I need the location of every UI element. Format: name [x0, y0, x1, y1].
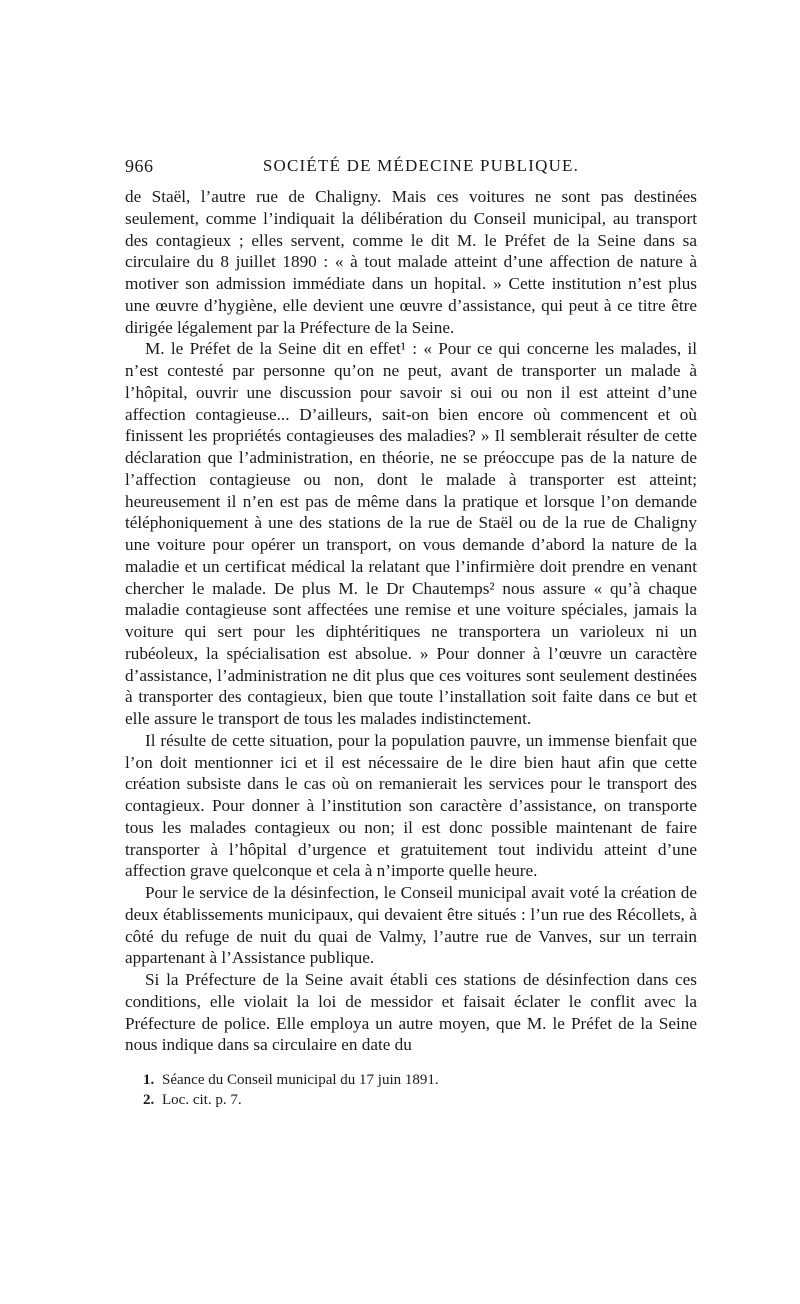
- paragraph: Il résulte de cette situation, pour la population pauvre, un immense bienfait que l’on doit mentionner ici et il est nécessaire de le dire bien haut afin que cette création subsiste dans le cas où on remanierait les services pour le transport des contagieux. Pour donner à l’institution son caractère d’assistance, on transporte tous les malades contagieux ou non; il est donc possible maintenant de faire transporter à l’hôpital d’urgence et gratuitement tout individu atteint d’une affection grave quelconque et cela à n’importe quelle heure.: [125, 730, 697, 881]
- paragraph: Pour le service de la désinfection, le Conseil municipal avait voté la création de deux établissements municipaux, qui devaient être situés : l’un rue des Récollets, à côté du refuge de nuit du quai de Valmy, l’autre rue de Vanves, sur un terrain appartenant à l’Assistance publique.: [125, 883, 697, 968]
- document-page: [125, 156, 697, 1110]
- paragraph: Si la Préfecture de la Seine avait établi ces stations de désinfection dans ces conditions, elle violait la loi de messidor et faisait éclater le conflit avec la Préfecture de police. Elle employa un autre moyen, que M. le Préfet de la Seine nous indique dans sa circulaire en date du: [125, 970, 697, 1055]
- footnote-text: Loc. cit. p. 7.: [162, 1092, 242, 1108]
- footnote: [143, 1090, 697, 1110]
- running-head: SOCIÉTÉ DE MÉDECINE PUBLIQUE.: [262, 156, 580, 175]
- footnote-text: Séance du Conseil municipal du 17 juin 1891.: [162, 1072, 439, 1088]
- footnote: [143, 1070, 697, 1090]
- footnote-number: 1.: [143, 1072, 155, 1088]
- footnotes: [125, 1070, 697, 1110]
- page-header: [125, 156, 697, 182]
- body-text: [125, 186, 697, 1056]
- footnote-number: 2.: [143, 1092, 155, 1108]
- paragraph: M. le Préfet de la Seine dit en effet¹ : « Pour ce qui concerne les malades, il n’est contesté par personne qu’on ne peut, avant de transporter un malade à l’hôpital, ouvrir une discussion pour savoir si oui ou non il est atteint d’une affection contagieuse... D’ailleurs, sait-on bien encore où commencent et où finissent les propriétés contagieuses des maladies? » Il semblerait résulter de cette déclaration que l’administration, en théorie, ne se préoccupe pas de la nature de l’affection contagieuse ou non, dont le malade à transporter est atteint; heureusement il n’en est pas de même dans la pratique et lorsque l’on demande téléphoniquement à une des stations de la rue de Staël ou de la rue de Chaligny une voiture pour opérer un transport, on vous demande d’abord la nature de la maladie et un certificat médical la relatant que l’infirmière doit prendre en venant chercher le malade. De plus M. le Dr Chautemps² nous assure « qu’à chaque maladie contagieuse sont affectées une remise et une voiture spéciales, jamais la voiture qui sert pour les diphtéritiques ne transportera un varioleux ni un rubéoleux, la spécialisation est absolue. » Pour donner à l’œuvre un caractère d’assistance, l’administration ne dit plus que ces voitures sont seulement destinées à transporter des contagieux, bien que toute l’installation soit faite dans ce but et elle assure le transport de tous les malades indistinctement.: [125, 339, 697, 728]
- page-number: 966: [125, 156, 154, 176]
- paragraph: de Staël, l’autre rue de Chaligny. Mais ces voitures ne sont pas destinées seulement, comme l’indiquait la délibération du Conseil municipal, au transport des contagieux ; elles servent, comme le dit M. le Préfet de la Seine dans sa circulaire du 8 juillet 1890 : « à tout malade atteint d’une affection de nature à motiver son admission immédiate dans un hopital. » Cette institution n’est plus une œuvre d’hygiène, elle devient une œuvre d’assistance, qui peut à ce titre être dirigée légalement par la Préfecture de la Seine.: [125, 187, 697, 337]
